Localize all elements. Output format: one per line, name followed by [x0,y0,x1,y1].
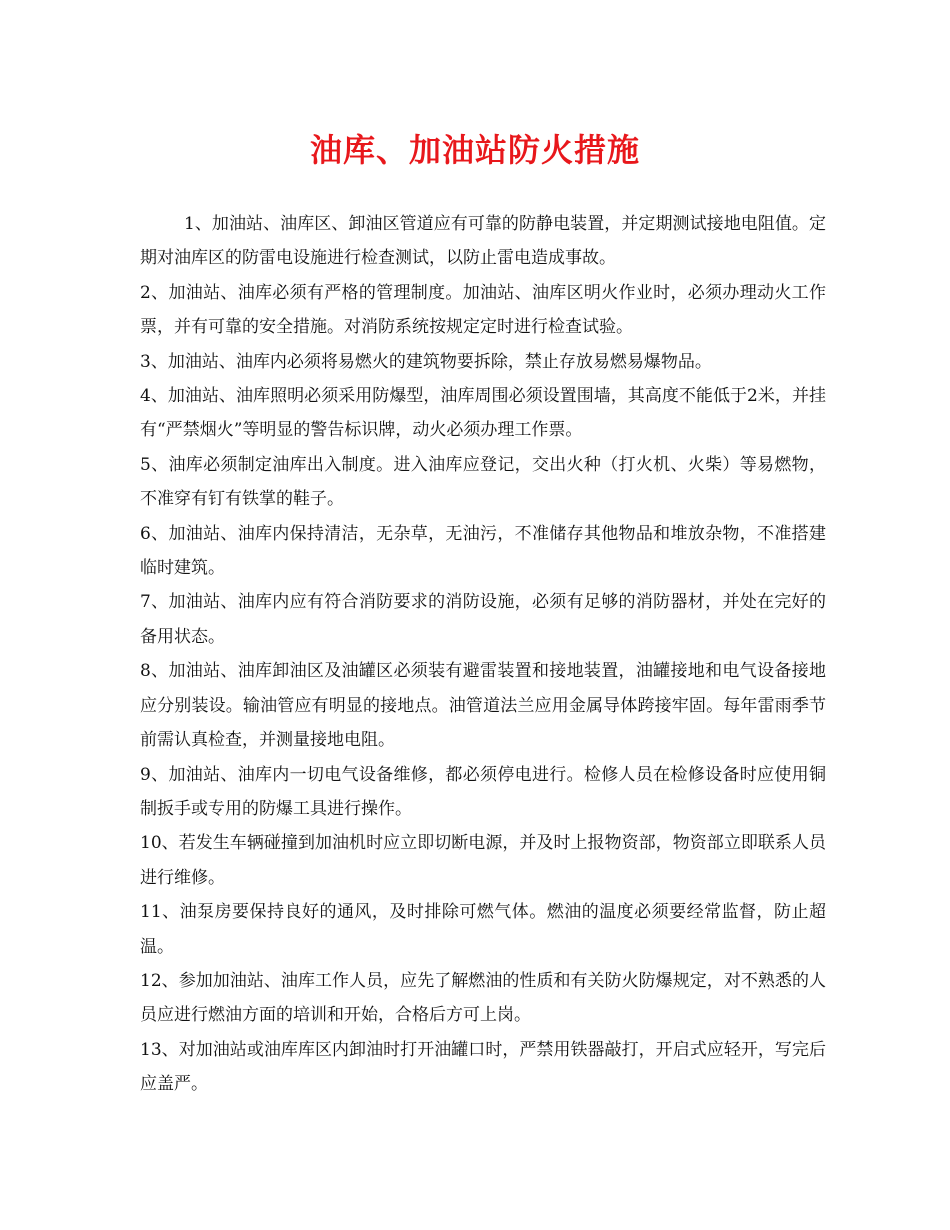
paragraph-10: 10、若发生车辆碰撞到加油机时应立即切断电源，并及时上报物资部，物资部立即联系人员进行维修。 [140,833,826,888]
document-title: 油库、加油站防火措施 [309,131,640,169]
paragraph-5: 5、油库必须制定油库出入制度。进入油库应登记，交出火种（打火机、火柴）等易燃物，不准穿有钉有铁掌的鞋子。 [140,454,826,510]
paragraph-8: 8、加油站、油库卸油区及油罐区必须装有避雷装置和接地装置，油罐接地和电气设备接地应分别装设。输油管应有明显的接地点。油管道法兰应用金属导体跨接牢固。每年雷雨季节前需认真检查，并测量接地电阻。 [140,661,826,751]
paragraph-13: 13、对加油站或油库库区内卸油时打开油罐口时，严禁用铁器敲打，开启式应轻开，写完后应盖严。 [140,1039,826,1095]
document-body [140,207,826,1102]
paragraph-11: 11、油泵房要保持良好的通风，及时排除可燃气体。燃油的温度必须要经常监督，防止超温。 [140,902,826,957]
paragraph-9: 9、加油站、油库内一切电气设备维修，都必须停电进行。检修人员在检修设备时应使用铜制扳手或专用的防爆工具进行操作。 [140,764,826,819]
paragraph-12: 12、参加加油站、油库工作人员，应先了解燃油的性质和有关防火防爆规定，对不熟悉的人员应进行燃油方面的培训和开始，合格后方可上岗。 [140,970,826,1026]
paragraph-1: 1、加油站、油库区、卸油区管道应有可靠的防静电装置，并定期测试接地电阻值。定期对油库区的防雷电设施进行检查测试，以防止雷电造成事故。 [140,214,826,269]
paragraph-2: 2、加油站、油库必须有严格的管理制度。加油站、油库区明火作业时，必须办理动火工作票，并有可靠的安全措施。对消防系统按规定定时进行检查试验。 [140,282,826,338]
paragraph-4: 4、加油站、油库照明必须采用防爆型，油库周围必须设置围墙，其高度不能低于2米，并挂有“严禁烟火”等明显的警告标识牌，动火必须办理工作票。 [140,386,826,441]
paragraph-3: 3、加油站、油库内必须将易燃火的建筑物要拆除，禁止存放易燃易爆物品。 [140,351,712,372]
paragraph-6: 6、加油站、油库内保持清洁，无杂草，无油污，不准储存其他物品和堆放杂物，不准搭建临时建筑。 [140,523,826,579]
paragraph-7: 7、加油站、油库内应有符合消防要求的消防设施，必须有足够的消防器材，并处在完好的备用状态。 [140,592,826,647]
